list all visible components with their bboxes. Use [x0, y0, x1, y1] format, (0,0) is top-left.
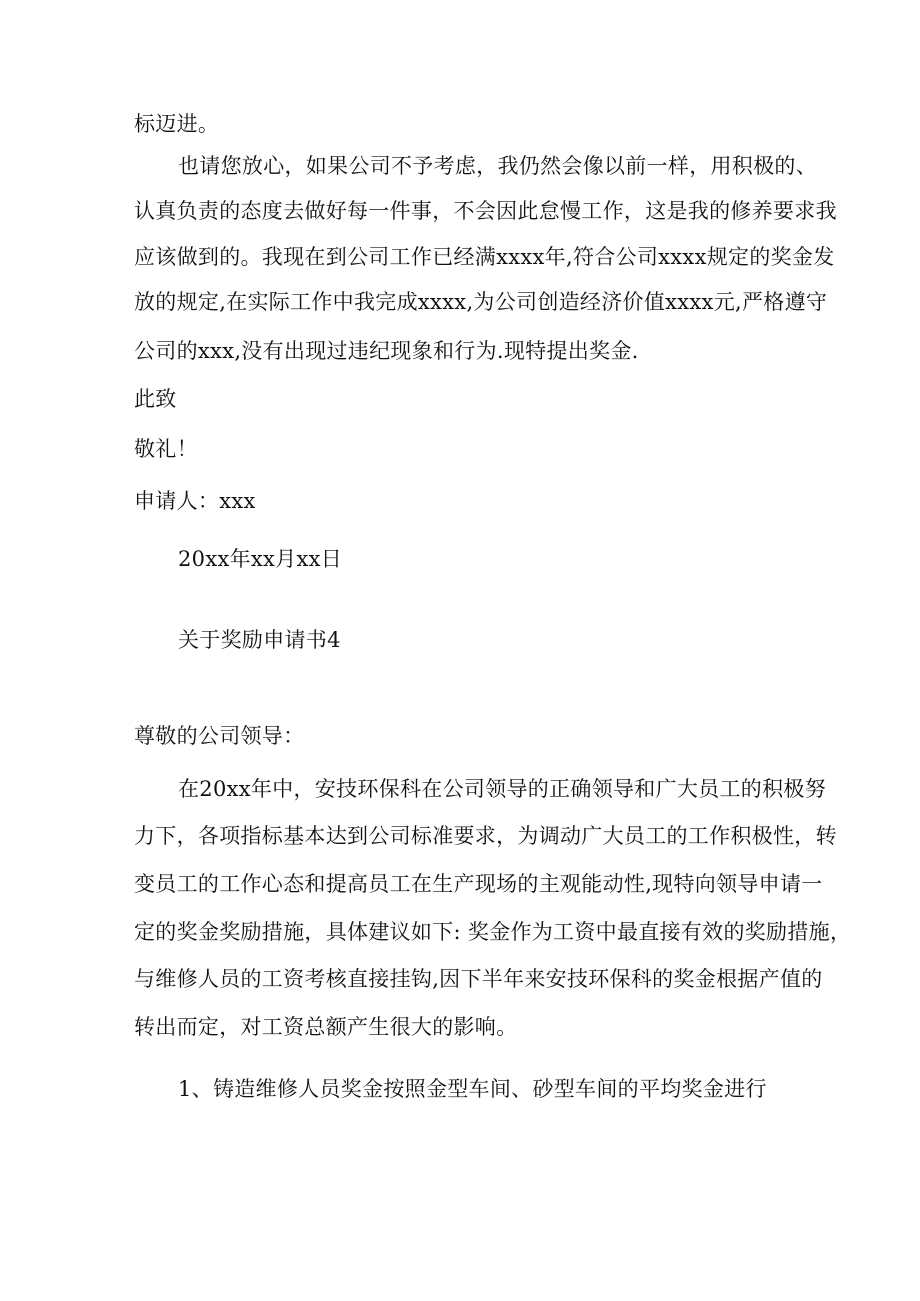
paragraph-line: 认真负责的态度去做好每一件事，不会因此怠慢工作，这是我的修养要求我	[134, 199, 837, 223]
date-line: 20xx年xx月xx日	[178, 547, 343, 571]
paragraph-line: 定的奖金奖励措施，具体建议如下: 奖金作为工资中最直接有效的奖励措施，	[134, 920, 852, 944]
paragraph-line: 应该做到的。我现在到公司工作已经满xxxx年,符合公司xxxx规定的奖金发	[134, 245, 835, 269]
paragraph-line: 公司的xxx,没有出现过违纪现象和行为.现特提出奖金.	[134, 339, 639, 363]
paragraph-line: 力下，各项指标基本达到公司标准要求，为调动广大员工的工作积极性，转	[134, 824, 837, 848]
paragraph-line: 转出而定，对工资总额产生很大的影响。	[134, 1015, 518, 1039]
paragraph-line: 在20xx年中，安技环保科在公司领导的正确领导和广大员工的积极努	[178, 777, 827, 801]
closing-ci-zhi: 此致	[134, 387, 177, 411]
closing-jing-li: 敬礼！	[134, 437, 198, 461]
list-item: 1、铸造维修人员奖金按照金型车间、砂型车间的平均奖金进行	[178, 1077, 767, 1101]
paragraph-continuation: 标迈进。	[134, 112, 220, 136]
applicant-line: 申请人：xxx	[134, 489, 256, 513]
paragraph-line: 也请您放心，如果公司不予考虑，我仍然会像以前一样，用积极的、	[178, 154, 817, 178]
paragraph-line: 与维修人员的工资考核直接挂钩,因下半年来安技环保科的奖金根据产值的	[134, 967, 823, 991]
paragraph-line: 放的规定,在实际工作中我完成xxxx,为公司创造经济价值xxxx元,严格遵守	[134, 290, 828, 314]
section-title: 关于奖励申请书4	[178, 628, 341, 652]
salutation: 尊敬的公司领导：	[134, 724, 305, 748]
paragraph-line: 变员工的工作心态和提高员工在生产现场的主观能动性,现特向领导申请一	[134, 872, 823, 896]
